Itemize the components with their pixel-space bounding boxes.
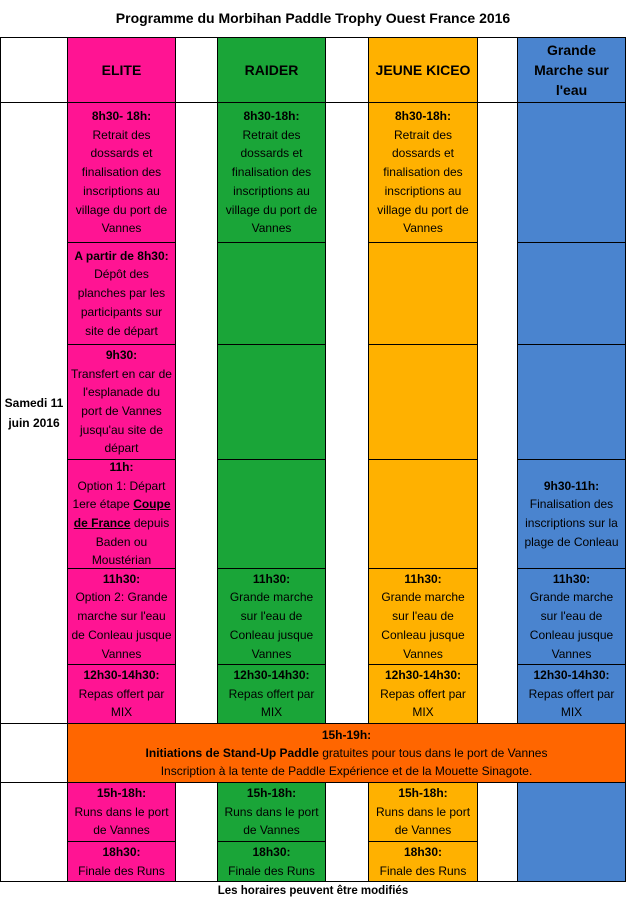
column-header-grande-marche <box>517 37 626 103</box>
elite-depot-cell <box>67 242 176 345</box>
column-header-jeune-kiceo: JEUNE KICEO <box>368 37 478 103</box>
spacer-column <box>325 782 369 882</box>
spacer-column <box>175 782 218 882</box>
event-text: Runs dans le port de Vannes <box>224 804 319 838</box>
event-text: Repas offert par MIX <box>380 686 466 720</box>
jeune-repas-cell <box>368 664 478 724</box>
event-text: Finale des Runs <box>78 863 165 878</box>
event-text: Runs dans le port de Vannes <box>375 804 471 838</box>
event-text-pre: Option 1: Départ 1ere étape <box>72 478 166 512</box>
time-label: 12h30-14h30: <box>533 667 610 682</box>
event-text: Finale des Runs <box>228 863 315 878</box>
time-label: 15h-19h: <box>321 728 372 742</box>
spacer-column <box>325 102 369 724</box>
raider-marche-cell <box>217 568 326 665</box>
event-text-post: depuis Baden ou Moustérian <box>91 516 170 568</box>
time-label: 12h30-14h30: <box>233 667 310 682</box>
raider-runs-cell <box>217 782 326 842</box>
event-text: Grande marche sur l'eau de Conleau jusque Vannes <box>229 590 314 661</box>
jeune-runs-cell <box>368 782 478 842</box>
event-text: Retrait des dossards et finalisation des inscriptions au village du port de Vannes <box>75 127 168 236</box>
header-empty-cell <box>0 37 68 103</box>
banner-rest: gratuites pour tous dans le port de Vannes <box>318 746 548 760</box>
raider-empty-cell <box>217 459 326 569</box>
event-text: Finalisation des inscriptions sur la plage de Conleau <box>524 497 619 549</box>
event-text: Option 2: Grande marche sur l'eau de Conleau jusque Vannes <box>71 590 172 661</box>
time-label: 15h-18h: <box>246 785 297 800</box>
jeune-retrait-cell <box>368 102 478 243</box>
marche-repas-cell <box>517 664 626 724</box>
event-text: Repas offert par MIX <box>228 686 315 720</box>
event-text: Repas offert par MIX <box>78 686 165 720</box>
raider-empty-cell <box>217 344 326 460</box>
elite-transfert-cell <box>67 344 176 460</box>
event-text: Finale des Runs <box>379 863 467 878</box>
spacer-column <box>175 102 218 724</box>
marche-marche-cell <box>517 568 626 665</box>
time-label: A partir de 8h30: <box>74 248 169 263</box>
event-text: Grande marche sur l'eau de Conleau jusque Vannes <box>529 590 614 661</box>
jeune-marche-cell <box>368 568 478 665</box>
banner-strong: Initiations de Stand-Up Paddle <box>145 746 319 760</box>
time-label: 9h30: <box>105 347 138 362</box>
event-text: Retrait des dossards et finalisation des inscriptions au village du port de Vannes <box>225 127 318 236</box>
spacer-cell <box>175 37 218 103</box>
time-label: 15h-18h: <box>96 785 147 800</box>
event-text <box>71 477 172 569</box>
date-label: Samedi 11 juin 2016 <box>4 396 64 430</box>
raider-empty-cell <box>217 242 326 345</box>
time-label: 9h30-11h: <box>543 478 600 493</box>
jeune-finale-cell <box>368 841 478 882</box>
banner-line-1 <box>146 744 548 762</box>
spacer-column <box>477 102 518 724</box>
jeune-empty-cell <box>368 242 478 345</box>
time-label: 11h: <box>109 459 134 474</box>
time-label: 15h-18h: <box>398 785 448 800</box>
spacer-column <box>477 782 518 882</box>
marche-empty-cell <box>517 102 626 243</box>
time-label: 11h30: <box>404 571 442 586</box>
footer-note: Les horaires peuvent être modifiés <box>217 885 409 897</box>
raider-retrait-cell <box>217 102 326 243</box>
spacer-cell <box>477 37 518 103</box>
time-label: 18h30: <box>403 844 443 859</box>
event-text: Retrait des dossards et finalisation des inscriptions au village du port de Vannes <box>377 127 469 236</box>
elite-runs-cell <box>67 782 176 842</box>
coupe-de-france-label: Coupe de France <box>73 497 171 530</box>
elite-retrait-cell <box>67 102 176 243</box>
column-header-elite: ELITE <box>67 37 176 103</box>
column-header-label: Grande Marche sur l'eau <box>534 42 609 98</box>
time-label: 18h30: <box>252 844 291 859</box>
elite-repas-cell <box>67 664 176 724</box>
banner-line-2: Inscription à la tente de Paddle Expérience et de la Mouette Sinagote. <box>160 764 533 778</box>
row-label-empty <box>0 782 68 882</box>
time-label: 11h30: <box>102 571 141 586</box>
event-text: Runs dans le port de Vannes <box>74 804 169 838</box>
page-title: Programme du Morbihan Paddle Trophy Ouest France 2016 <box>115 10 511 26</box>
column-header-raider: RAIDER <box>217 37 326 103</box>
time-label: 12h30-14h30: <box>384 667 462 682</box>
jeune-empty-cell <box>368 344 478 460</box>
time-label: 11h30: <box>252 571 291 586</box>
elite-finale-cell <box>67 841 176 882</box>
event-text: Transfert en car de l'esplanade du port de Vannes jusqu'au site de départ <box>71 366 172 456</box>
time-label: 8h30- 18h: <box>91 109 152 123</box>
time-label: 18h30: <box>102 844 141 859</box>
jeune-empty-cell <box>368 459 478 569</box>
initiations-banner <box>67 723 626 783</box>
event-text: Repas offert par MIX <box>528 686 615 720</box>
marche-empty-cell <box>517 344 626 460</box>
time-label: 11h30: <box>552 571 591 586</box>
elite-option1-cell <box>67 459 176 569</box>
event-text: Grande marche sur l'eau de Conleau jusque Vannes <box>381 590 465 661</box>
marche-empty-cell <box>517 242 626 345</box>
date-cell <box>0 102 68 724</box>
raider-repas-cell <box>217 664 326 724</box>
raider-finale-cell <box>217 841 326 882</box>
time-label: 8h30-18h: <box>243 109 300 123</box>
row-label-empty <box>0 723 68 783</box>
marche-empty-cell <box>517 782 626 882</box>
elite-option2-cell <box>67 568 176 665</box>
event-text: Dépôt des planches par les participants sur site de départ <box>77 267 166 338</box>
time-label: 8h30-18h: <box>394 109 452 123</box>
time-label: 12h30-14h30: <box>83 667 160 682</box>
marche-finalisation-cell <box>517 459 626 569</box>
spacer-cell <box>325 37 369 103</box>
